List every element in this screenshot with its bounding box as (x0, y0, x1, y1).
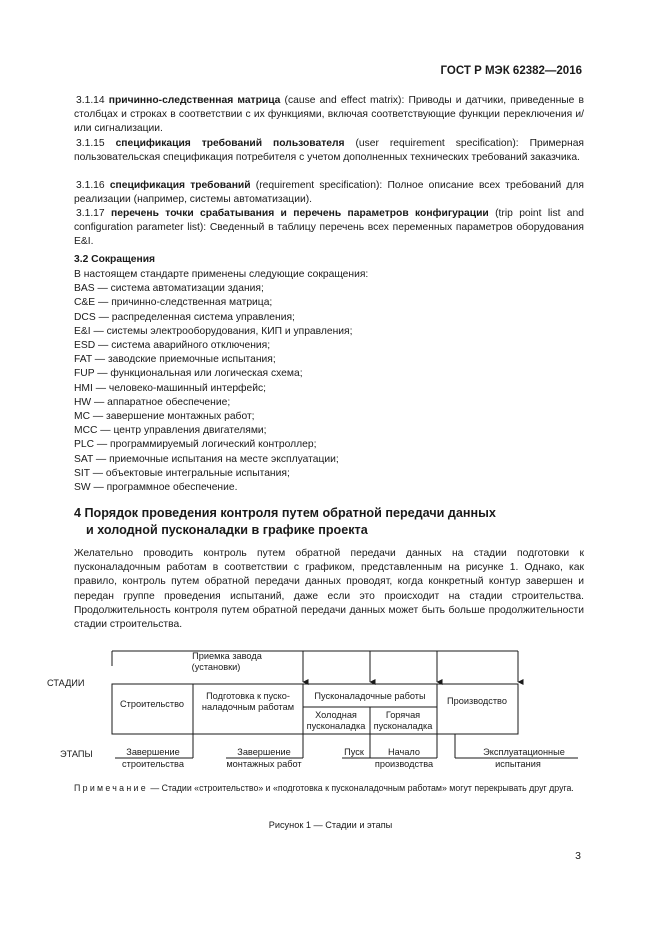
stages-diagram (0, 640, 661, 775)
stages-label: СТАДИИ (47, 678, 85, 688)
definition-term: причинно-следственная матрица (108, 95, 281, 106)
definition-term: перечень точки срабатывания и перечень параметров конфигурации (111, 208, 489, 219)
abbreviation-item: SIT — объектовые интегральные испытания; (74, 467, 290, 479)
section-4-paragraph: Желательно проводить контроль путем обратной передачи данных на стадии подготовки к пусконаладочным работам в соответствии с графиком, представленным на рисунке 1. Однако, как правило, контроль путем обратной передачи данных проводят, когда конкретный контур завершен и передан группе проведения испытаний, даже если это происходит на стадии строительства. Продолжительность контроля путем обратной передачи данных может быть больше продолжительности стадии строительства. (74, 548, 584, 631)
phases-label: ЭТАПЫ (60, 749, 93, 759)
abbreviation-intro: В настоящем стандарте применены следующие сокращения: (74, 269, 369, 280)
section-3-2-heading: 3.2 Сокращения (74, 254, 156, 265)
abbreviation-item: ESD — система аварийного отключения; (74, 340, 271, 352)
phase-start: Пуск (344, 747, 364, 757)
abbreviation-item: HMI — человеко-машинный интерфейс; (74, 382, 267, 394)
abbreviation-item: FUP — функциональная или логическая схема; (74, 368, 303, 380)
acceptance-label-line1: Приемка завода (192, 651, 262, 661)
abbreviation-item: C&E — причинно-следственная матрица; (74, 297, 273, 309)
section-4-heading (74, 505, 594, 538)
phase-operation-tests-line2: испытания (495, 759, 541, 769)
abbreviation-item: SW — программное обеспечение. (74, 482, 238, 494)
page-number: 3 (575, 850, 581, 862)
phase-end-construction-line2: строительства (122, 759, 184, 769)
definition-text: (user requirement specification): Примерная пользовательская спецификация потребителя с учетом дополненных технических требований заказчика. (74, 138, 584, 164)
note-text: — Стадии «строительство» и «подготовка к пусконаладочным работам» могут перекрывать друг друга. (147, 783, 574, 793)
definition-3-1-17 (74, 207, 584, 250)
definition-3-1-15 (74, 137, 584, 165)
hot-commissioning-line2: пусконаладка (373, 721, 433, 731)
cold-commissioning-line2: пусконаладка (306, 721, 366, 731)
hot-commissioning-line1: Горячая (385, 710, 421, 720)
definition-term: спецификация требований пользователя (115, 138, 345, 149)
definition-number: 3.1.15 (76, 138, 105, 149)
definition-term: спецификация требований (109, 180, 251, 191)
phase-operation-tests-line1: Эксплуатационные (483, 747, 565, 757)
definition-text: (cause and effect matrix): Приводы и датчики, приведенные в столбцах и строках в соответствии с их функциями, включая соответствующие функции переключения и/или сигнализации. (74, 95, 584, 135)
definition-number: 3.1.17 (76, 208, 105, 219)
preparation-label-line2: наладочным работам (201, 702, 295, 712)
phase-production-start-line1: Начало (387, 747, 421, 757)
stage-box-construction (112, 684, 193, 734)
abbreviation-item: BAS — система автоматизации здания; (74, 283, 264, 295)
figure-caption: Рисунок 1 — Стадии и этапы (268, 820, 393, 830)
definition-number: 3.1.14 (76, 95, 105, 106)
figure-note (74, 782, 584, 795)
phase-production-start-line2: производства (374, 759, 434, 769)
abbreviation-list (74, 268, 368, 495)
document-standard-header: ГОСТ Р МЭК 62382—2016 (440, 65, 582, 77)
abbreviation-item: E&I — системы электрооборудования, КИП и управления; (74, 325, 353, 337)
preparation-label-line1: Подготовка к пуско- (206, 691, 290, 701)
definition-text: (trip point list and configuration parameter list): Сведенный в таблицу перечень всех переменных параметров оборудования E&I. (74, 208, 584, 248)
cold-commissioning-line1: Холодная (315, 710, 357, 720)
phase-end-construction-line1: Завершение (126, 747, 180, 757)
section-4-title-line2: и холодной пусконаладки в графике проекта (86, 522, 368, 537)
abbreviation-item: SAT — приемочные испытания на месте эксплуатации; (74, 453, 339, 465)
definition-number: 3.1.16 (76, 180, 105, 191)
abbreviation-item: FAT — заводские приемочные испытания; (74, 354, 276, 366)
abbreviation-item: HW — аппаратное обеспечение; (74, 396, 231, 408)
abbreviation-item: MC — завершение монтажных работ; (74, 411, 255, 423)
definition-3-1-16 (74, 179, 584, 207)
abbreviation-item: DCS — распределенная система управления; (74, 311, 295, 323)
note-label: Примечание (74, 783, 148, 793)
phase-end-installation-line1: Завершение (237, 747, 291, 757)
definition-3-1-14 (74, 94, 584, 137)
abbreviation-item: MCC — центр управления двигателями; (74, 425, 267, 437)
stage-box-production (437, 684, 518, 734)
phase-end-installation-line2: монтажных работ (226, 759, 302, 769)
acceptance-label-line2: (установки) (191, 662, 241, 672)
section-4-title-line1: 4 Порядок проведения контроля путем обратной передачи данных (74, 506, 496, 520)
abbreviation-item: PLC — программируемый логический контроллер; (74, 439, 317, 451)
definition-text: (requirement specification): Полное описание всех требований для реализации (например, системы автоматизации). (74, 180, 584, 206)
construction-label: Строительство (120, 699, 184, 709)
commissioning-label: Пусконаладочные работы (314, 691, 426, 701)
production-label: Производство (447, 696, 507, 706)
